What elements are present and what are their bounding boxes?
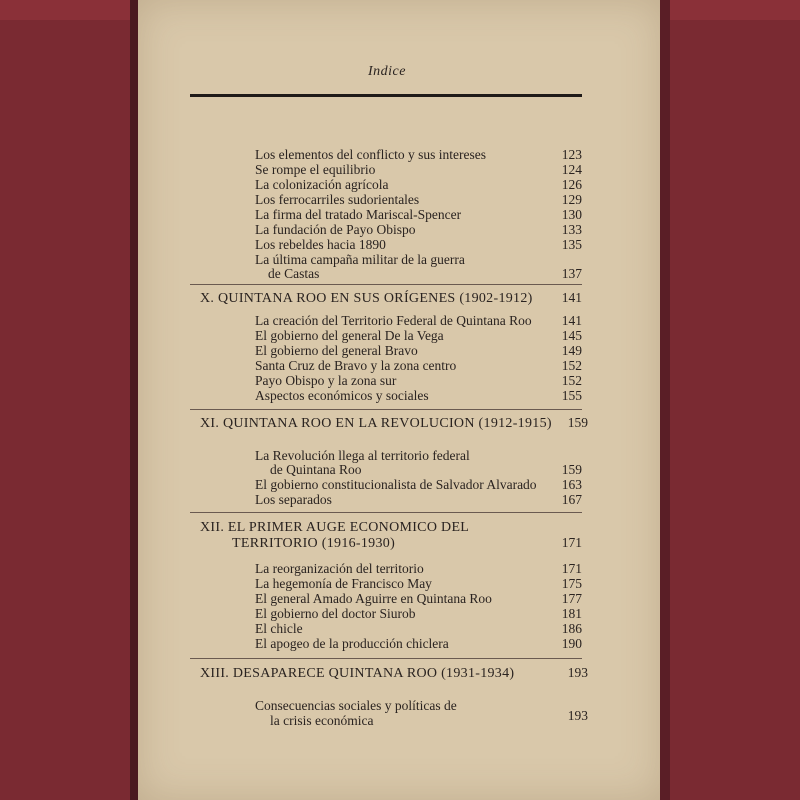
toc-page-number: 155 <box>561 388 582 403</box>
toc-page-number: 126 <box>561 177 582 192</box>
toc-page-number: 124 <box>561 162 582 177</box>
toc-entry: La firma del tratado Mariscal-Spencer <box>255 207 462 222</box>
toc-entry: Los separados <box>255 492 332 507</box>
running-head: Indice <box>368 64 406 79</box>
toc-page-number: 129 <box>561 192 582 207</box>
toc-page-number: 159 <box>561 462 582 477</box>
toc-entry: El gobierno constitucionalista de Salvador Alvarado <box>255 477 537 492</box>
toc-entry: Consecuencias sociales y políticas de <box>255 698 457 713</box>
chapter-heading-continuation: TERRITORIO (1916-1930) <box>232 536 396 551</box>
toc-entry: El gobierno del general Bravo <box>255 343 418 358</box>
toc-entry-continuation: de Quintana Roo <box>270 462 362 477</box>
toc-entry: La reorganización del territorio <box>255 561 424 576</box>
toc-entry: La colonización agrícola <box>255 177 389 192</box>
toc-entry: El gobierno del doctor Siurob <box>255 606 416 621</box>
toc-page-number: 193 <box>567 708 588 723</box>
toc-entry: El general Amado Aguirre en Quintana Roo <box>255 591 492 606</box>
toc-entry: Los rebeldes hacia 1890 <box>255 237 386 252</box>
toc-page-number: 135 <box>561 237 582 252</box>
chapter-rule <box>190 409 582 410</box>
toc-entry: La última campaña militar de la guerra <box>255 252 465 267</box>
chapter-heading: XII. EL PRIMER AUGE ECONOMICO DEL <box>200 520 470 535</box>
toc-page-number: 167 <box>561 492 582 507</box>
toc-page-number: 141 <box>561 313 582 328</box>
toc-page-number: 163 <box>561 477 582 492</box>
toc-page-number: 186 <box>561 621 582 636</box>
page-edge-right <box>660 0 670 800</box>
toc-page-number: 152 <box>561 373 582 388</box>
toc-page-number: 181 <box>561 606 582 621</box>
toc-entry: Santa Cruz de Bravo y la zona centro <box>255 358 457 373</box>
toc-page-number: 177 <box>561 591 582 606</box>
chapter-page-number: 159 <box>567 415 588 430</box>
toc-page-number: 133 <box>561 222 582 237</box>
toc-entry-continuation: de Castas <box>268 266 320 281</box>
toc-page-number: 190 <box>561 636 582 651</box>
toc-entry: Los ferrocarriles sudorientales <box>255 192 420 207</box>
toc-page-number: 137 <box>561 266 582 281</box>
toc-entry: El chicle <box>255 621 303 636</box>
chapter-page-number: 193 <box>567 665 588 680</box>
toc-entry: La Revolución llega al territorio federal <box>255 448 470 463</box>
toc-page-number: 130 <box>561 207 582 222</box>
toc-entry-continuation: la crisis económica <box>270 713 374 728</box>
toc-page-number: 149 <box>561 343 582 358</box>
toc-entry: Payo Obispo y la zona sur <box>255 373 397 388</box>
toc-page-number: 152 <box>561 358 582 373</box>
chapter-heading: XI. QUINTANA ROO EN LA REVOLUCION (1912-1915) <box>200 416 552 431</box>
toc-entry: Se rompe el equilibrio <box>255 162 376 177</box>
toc-entry: Los elementos del conflicto y sus intereses <box>255 147 486 162</box>
toc-entry: El gobierno del general De la Vega <box>255 328 444 343</box>
toc-entry: Aspectos económicos y sociales <box>255 388 429 403</box>
toc-page-number: 171 <box>561 561 582 576</box>
header-rule <box>190 94 582 97</box>
chapter-heading: X. QUINTANA ROO EN SUS ORÍGENES (1902-1912) <box>200 291 533 306</box>
toc-entry: La creación del Territorio Federal de Quintana Roo <box>255 313 532 328</box>
chapter-rule <box>190 284 582 285</box>
chapter-page-number: 141 <box>561 290 582 305</box>
toc-entry: El apogeo de la producción chiclera <box>255 636 449 651</box>
toc-page-number: 145 <box>561 328 582 343</box>
toc-entry: La hegemonía de Francisco May <box>255 576 432 591</box>
toc-page-number: 175 <box>561 576 582 591</box>
chapter-page-number: 171 <box>561 535 582 550</box>
chapter-heading: XIII. DESAPARECE QUINTANA ROO (1931-1934) <box>200 666 515 681</box>
toc-page-number: 123 <box>561 147 582 162</box>
chapter-rule <box>190 512 582 513</box>
chapter-rule <box>190 658 582 659</box>
toc-entry: La fundación de Payo Obispo <box>255 222 416 237</box>
